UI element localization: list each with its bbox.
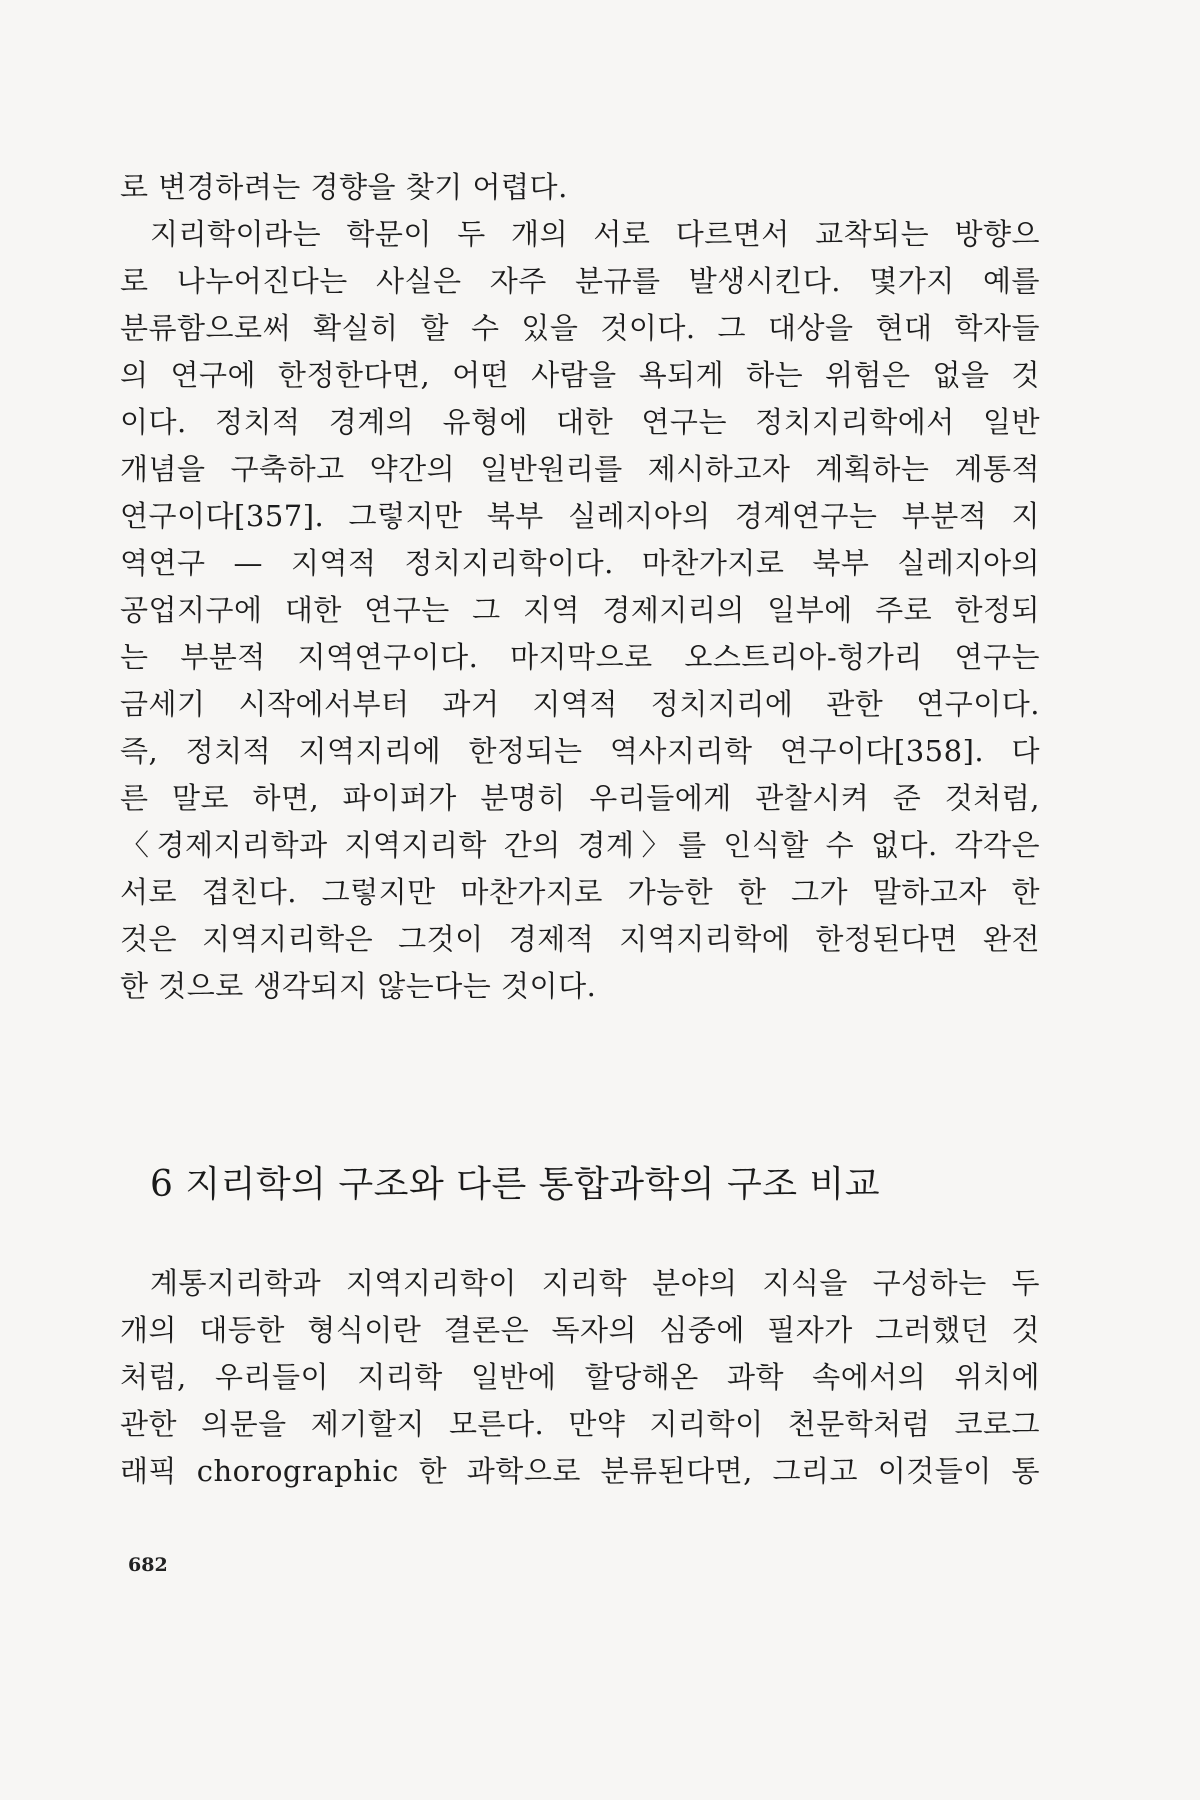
text-line: 것은 지역지리학은 그것이 경제적 지역지리학에 한정된다면 완전	[120, 922, 1040, 956]
text-line: 로 변경하려는 경향을 찾기 어렵다.	[120, 170, 568, 204]
text-line: 관한 의문을 제기할지 모른다. 만약 지리학이 천문학처럼 코로그	[120, 1407, 1040, 1441]
text-line: 역연구 — 지역적 정치지리학이다. 마찬가지로 북부 실레지아의	[120, 546, 1040, 580]
body-text	[120, 164, 1040, 1010]
text-line: 처럼, 우리들이 지리학 일반에 할당해온 과학 속에서의 위치에	[120, 1360, 1040, 1394]
page-number: 682	[128, 1554, 168, 1576]
text-line: 계통지리학과 지역지리학이 지리학 분야의 지식을 구성하는 두	[150, 1266, 1040, 1300]
text-line: 는 부분적 지역연구이다. 마지막으로 오스트리아-헝가리 연구는	[120, 640, 1040, 674]
text-line: 금세기 시작에서부터 과거 지역적 정치지리에 관한 연구이다.	[120, 687, 1040, 721]
text-line: 의 연구에 한정한다면, 어떤 사람을 욕되게 하는 위험은 없을 것	[120, 358, 1040, 392]
text-line: 이다. 정치적 경계의 유형에 대한 연구는 정치지리학에서 일반	[120, 405, 1040, 439]
text-line: 로 나누어진다는 사실은 자주 분규를 발생시킨다. 몇가지 예를	[120, 264, 1040, 298]
section-body-text	[120, 1260, 1040, 1495]
text-line: 한 것으로 생각되지 않는다는 것이다.	[120, 969, 597, 1003]
text-line: 즉, 정치적 지역지리에 한정되는 역사지리학 연구이다[358]. 다	[120, 734, 1040, 768]
text-line: 개의 대등한 형식이란 결론은 독자의 심중에 필자가 그러했던 것	[120, 1313, 1040, 1347]
text-line: 지리학이라는 학문이 두 개의 서로 다르면서 교착되는 방향으	[150, 217, 1040, 251]
text-line: 른 말로 하면, 파이퍼가 분명히 우리들에게 관찰시켜 준 것처럼,	[120, 781, 1040, 815]
text-line: 연구이다[357]. 그렇지만 북부 실레지아의 경계연구는 부분적 지	[120, 499, 1040, 533]
text-line: 공업지구에 대한 연구는 그 지역 경제지리의 일부에 주로 한정되	[120, 593, 1040, 627]
text-line: 래픽 chorographic 한 과학으로 분류된다면, 그리고 이것들이 통	[120, 1454, 1040, 1488]
text-line: 개념을 구축하고 약간의 일반원리를 제시하고자 계획하는 계통적	[120, 452, 1040, 486]
section-heading: 6 지리학의 구조와 다른 통합과학의 구조 비교	[150, 1164, 881, 1205]
text-line: 분류함으로써 확실히 할 수 있을 것이다. 그 대상을 현대 학자들	[120, 311, 1040, 345]
text-line: 〈경제지리학과 지역지리학 간의 경계〉를 인식할 수 없다. 각각은	[120, 828, 1040, 862]
text-line: 서로 겹친다. 그렇지만 마찬가지로 가능한 한 그가 말하고자 한	[120, 875, 1040, 909]
